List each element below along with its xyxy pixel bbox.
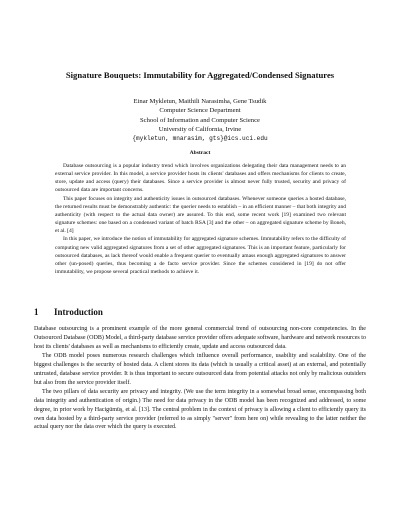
- introduction-body: [34, 325, 366, 432]
- university: University of California, Irvine: [158, 125, 242, 133]
- abstract-heading: Abstract: [189, 150, 211, 156]
- body-paragraph: Database outsourcing is a prominent example of the more general commercial trend of outsourcing non-core competencies. In the Outsourced Database (ODB) Model, a third-party database service provider offers adequate software, hardware and network resources to host its clients' databases as well as mechanisms to efficiently create, update and access outsourced data.: [34, 326, 366, 350]
- abstract-paragraph: Database outsourcing is a popular industry trend which involves organizations delegating their data management needs to an external service provider. In this model, a service provider hosts its clients' databases and offers mechanisms for clients to create, store, update and access (query) their databases. Since a service provider is almost never fully trusted, security and privacy of outsourced data are important concerns.: [55, 163, 346, 194]
- abstract-paragraph: In this paper, we introduce the notion of immutability for aggregated signature schemes. Immutability refers to the difficulty of computing new valid aggregated signatures from a set of other aggregated signatures. This is an important feature, particularly for outsourced databases, as lack thereof would enable a frequent querier to eventually amass enough aggregated signatures to answer other (un-posed) queries, thus becoming a de facto service provider. Since the schemes considered in [19] do not offer immutability, we propose several practical methods to achieve it.: [55, 236, 346, 276]
- body-paragraph: The two pillars of data security are privacy and integrity. (We use the term integrity in a somewhat broad sense, encompassing both data integrity and authentication of origin.) The need for data privacy in the ODB model has been recognized and addressed, to some degree, in prior work by Hacigümüş, et al. [13]. The central problem in the context of privacy is allowing a client to efficiently query its own data hosted by a third-party service provider (referred to as simply "server" from here on) while revealing to the latter neither the actual query nor the data over which the query is executed.: [34, 388, 366, 431]
- abstract-paragraph: This paper focuses on integrity and authenticity issues in outsourced databases. Whenever someone queries a hosted database, the returned results must be demonstrably authentic: the querier needs to establish – in an efficient manner – that both integrity and authenticity (with respect to the actual data owner) are assured. To this end, some recent work [19] examined two relevant signature schemes: one based on a condensed variant of batch RSA [3] and the other – on aggregated signature scheme by Boneh, et al. [4]: [55, 195, 346, 235]
- department: Computer Science Department: [159, 107, 241, 115]
- paper-title: Signature Bouquets: Immutability for Aggregated/Condensed Signatures: [65, 70, 335, 80]
- section-title: Introduction: [54, 307, 103, 317]
- author-names: Einar Mykletun, Maithili Narasimha, Gene Tsudik: [133, 98, 267, 105]
- body-paragraph: The ODB model poses numerous research challenges which influence overall performance, usability and scalability. One of the biggest challenges is the security of hosted data. A client stores its data (which is usually a critical asset) at an external, and potentially untrusted, database service provider. It is thus important to secure outsourced data from potential attacks not only by malicious outsiders but also from the service provider itself.: [34, 352, 366, 386]
- section-number: 1: [34, 307, 39, 317]
- section-heading: [34, 307, 103, 317]
- author-email: {mykletun, mnarasim, gts}@ics.uci.edu: [132, 135, 268, 143]
- author-block: [20, 97, 380, 143]
- school: School of Information and Computer Science: [140, 116, 260, 124]
- abstract-body: [55, 162, 346, 276]
